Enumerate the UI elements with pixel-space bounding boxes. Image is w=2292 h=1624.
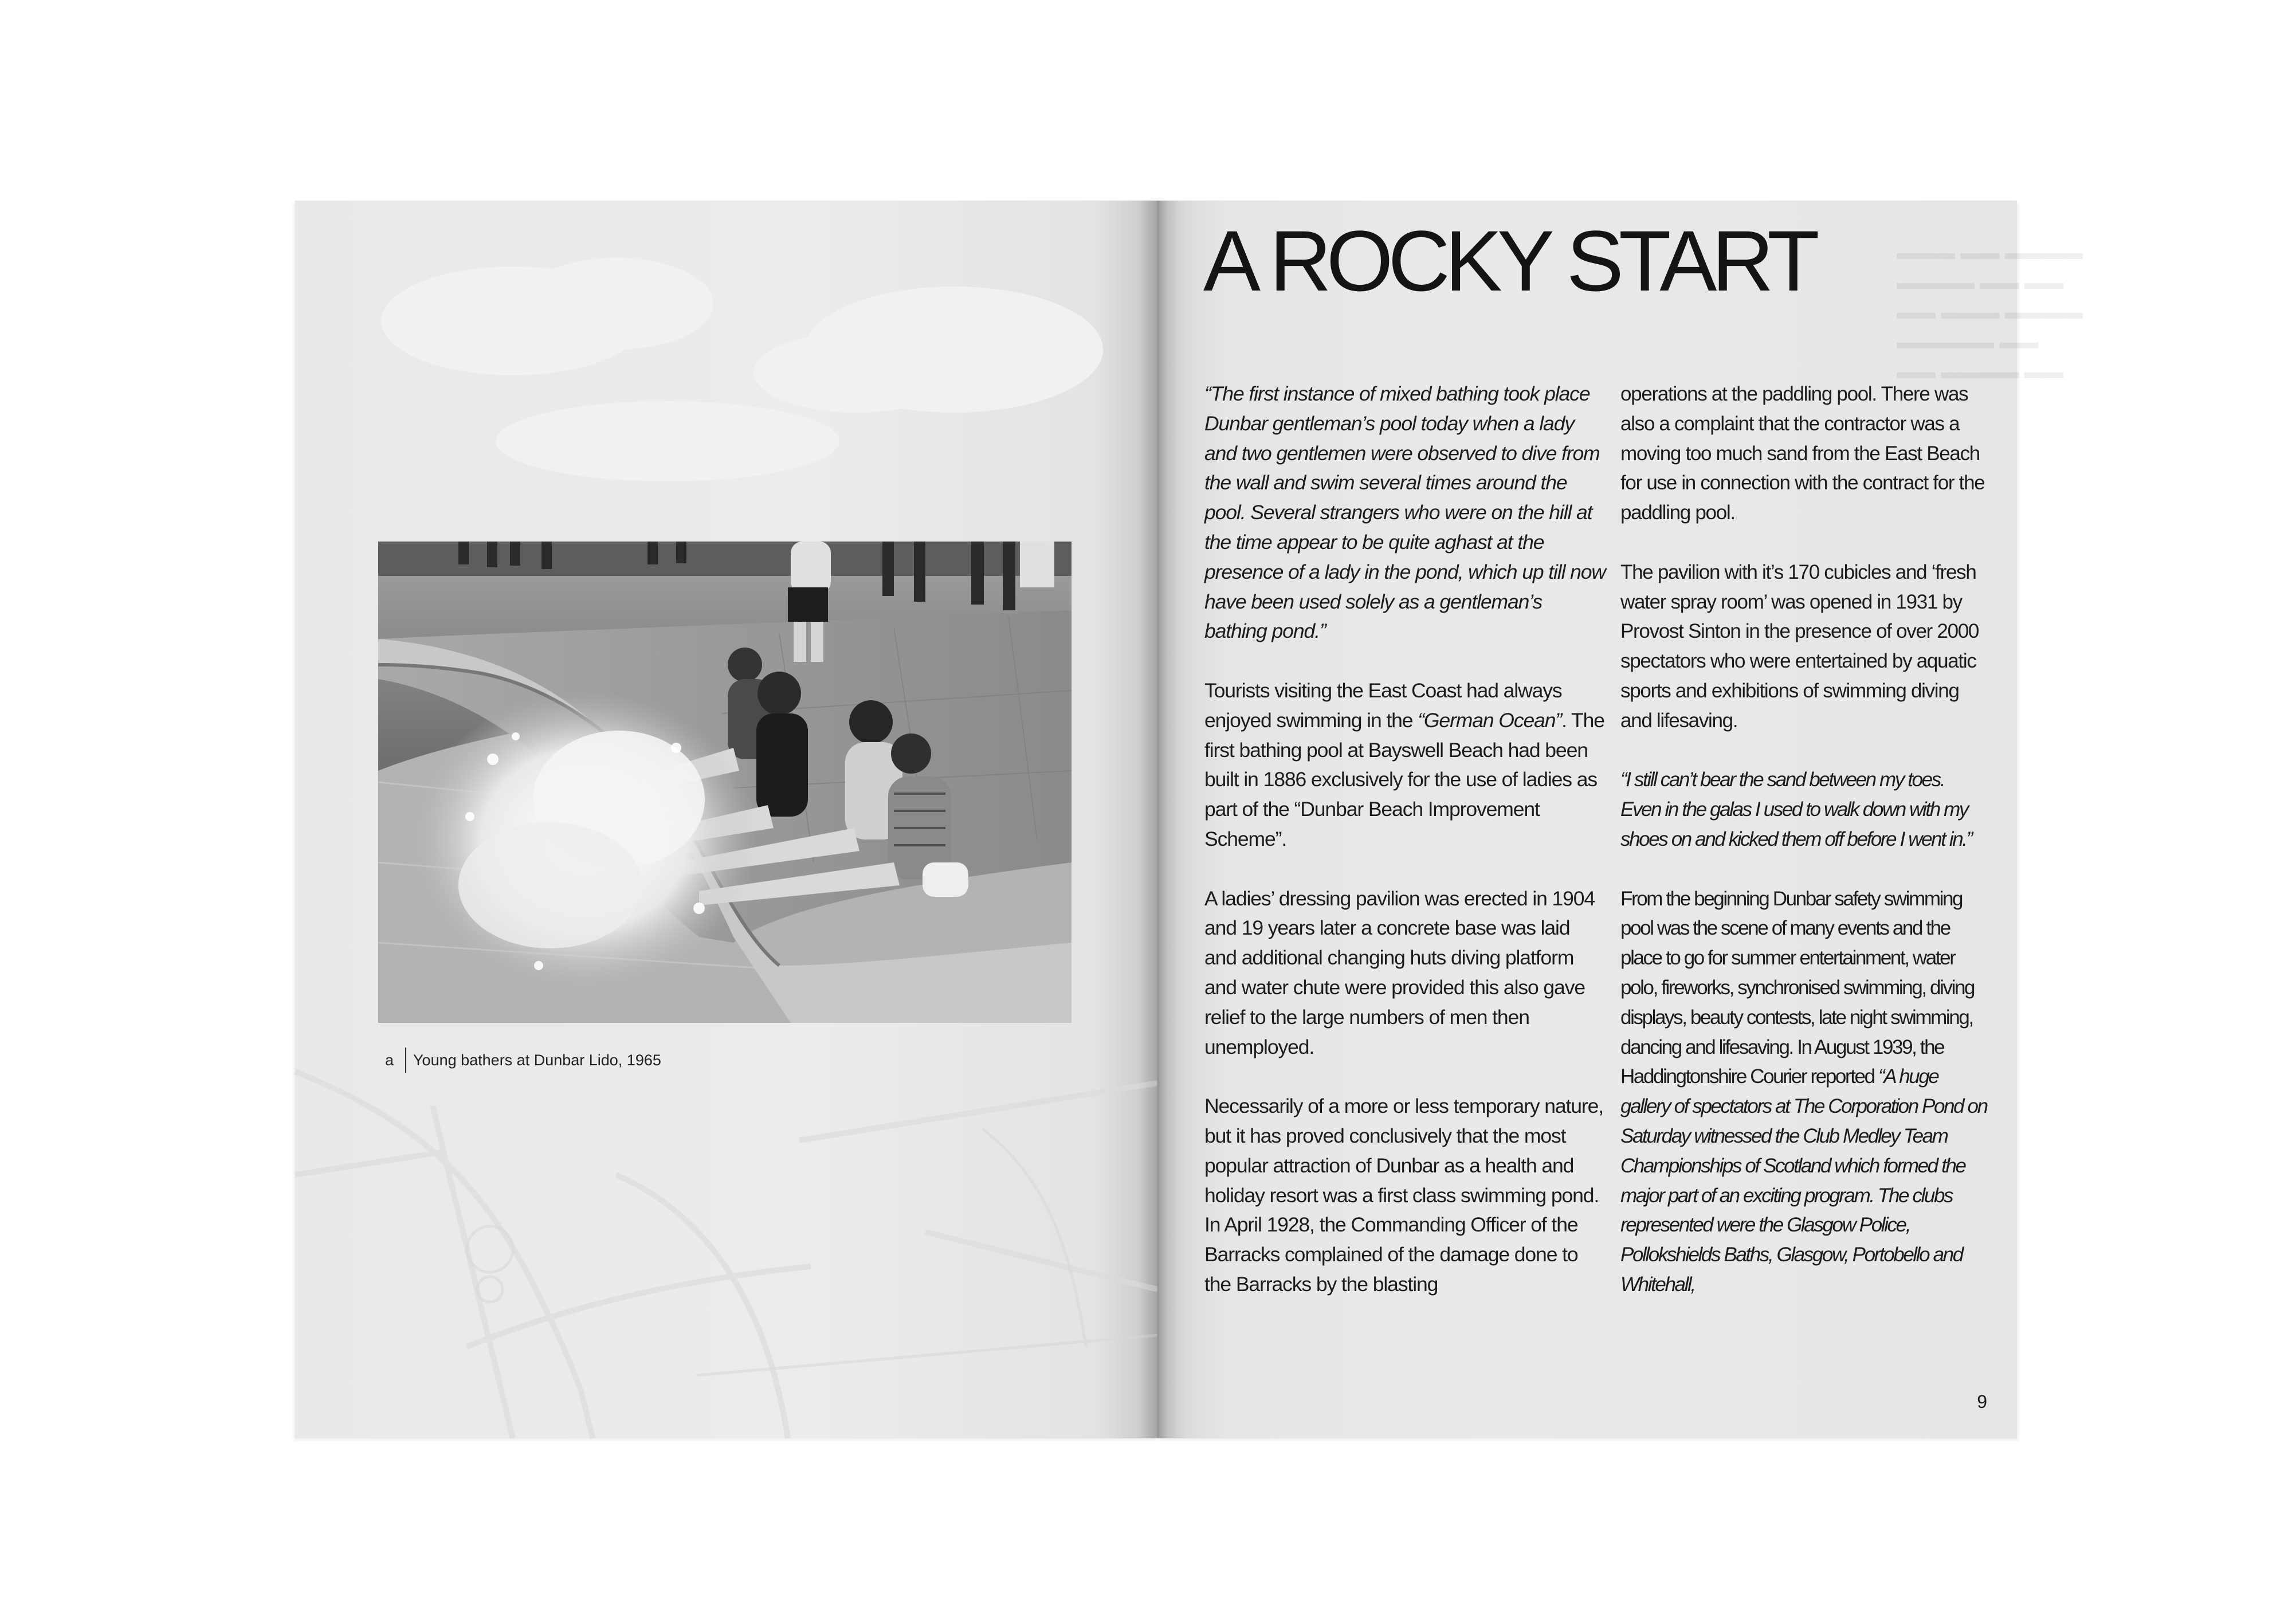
show-through-text: ▬▬▬ ▬▬ ▬▬▬▬ ▬▬▬▬ ▬▬ ▬▬ ▬▬ ▬▬▬ ▬▬▬▬ ▬▬▬▬▬ ▬▬ ▬▬ ▬▬▬▬ ▬▬	[1897, 242, 2083, 383]
caption-divider	[405, 1048, 406, 1073]
opening-quote: “The first instance of mixed bathing took place Dunbar gentleman’s pool today when a lady and two gentlemen were observed to dive from the wall and swim several times around the pool. Several strangers who were on the hill at the time appear to be quite aghast at the presence of a lady in the pond, which up till now have been used solely as a gentleman’s bathing pond.”	[1204, 382, 1606, 643]
paragraph-tourists-b: . The first bathing pool at Bayswell Beach had been built in 1886 exclusively for the use of ladies as part of the “Dunbar Beach Improvement Scheme”.	[1204, 708, 1604, 850]
paragraph-events-italic: “A huge gallery of spectators at The Corporation Pond on Saturday witnessed the Club Medley Team Championships of Scotland which formed the major part of an exciting program. The clubs represented were the Glasgow Police, Pollokshields Baths, Glasgow, Portobello and Whitehall,	[1620, 1065, 1987, 1296]
caption-letter: a	[385, 1051, 394, 1069]
paragraph-pavilion-1931: The pavilion with it’s 170 cubicles and ‘fresh water spray room’ was opened in 1931 by Provost Sinton in the presence of over 2000 spectators who were entertained by aquatic sports and exhibitions of swimming diving and lifesaving.	[1620, 560, 1979, 732]
sand-quote: “I still can’t bear the sand between my toes. Even in the galas I used to walk down with my shoes on and kicked them off before I went in.”	[1620, 768, 1972, 850]
paragraph-pavilion-1904: A ladies’ dressing pavilion was erected in 1904 and 19 years later a concrete base was laid and additional changing huts diving platform and water chute were provided this also gave relief to the large numbers of men then unemployed.	[1204, 886, 1595, 1058]
right-page	[1157, 201, 2083, 1438]
text-column-left	[1204, 379, 1606, 1300]
caption-text: Young bathers at Dunbar Lido, 1965	[413, 1051, 661, 1069]
text-column-right	[1620, 379, 1987, 1300]
paragraph-tourists-italic: “German Ocean”	[1418, 708, 1562, 732]
headline: A ROCKY START	[1203, 213, 1815, 309]
paragraph-swimming-pond: Necessarily of a more or less temporary nature, but it has proved conclusively that the most popular attraction of Dunbar as a health and holiday resort was a first class swimming pond. In April 1928, the Commanding Officer of the Barracks complained of the damage done to the Barracks by the blasting	[1204, 1095, 1604, 1296]
paragraph-tourists	[1204, 676, 1606, 854]
left-page	[295, 201, 1157, 1438]
paragraph-tourists-a: Tourists visiting the East Coast had always enjoyed swimming in the	[1204, 678, 1562, 732]
paragraph-events-a: From the beginning Dunbar safety swimming pool was the scene of many events and the place to go for summer entertainment, water polo, fireworks, synchronised swimming, diving displays, beauty contests, late night swimming, dancing and lifesaving. In August 1939, the Haddingtonshire Courier reported	[1620, 887, 1975, 1088]
bathers-photo-image	[378, 542, 1072, 1023]
page-number: 9	[1977, 1391, 1987, 1412]
paragraph-paddling-pool: operations at the paddling pool. There was also a complaint that the contractor was a moving too much sand from the East Beach for use in connection with the contract for the paddling pool.	[1620, 383, 1985, 524]
paragraph-events	[1620, 884, 1987, 1300]
photo-caption	[385, 1048, 661, 1073]
bathers-photo	[378, 542, 1072, 1023]
